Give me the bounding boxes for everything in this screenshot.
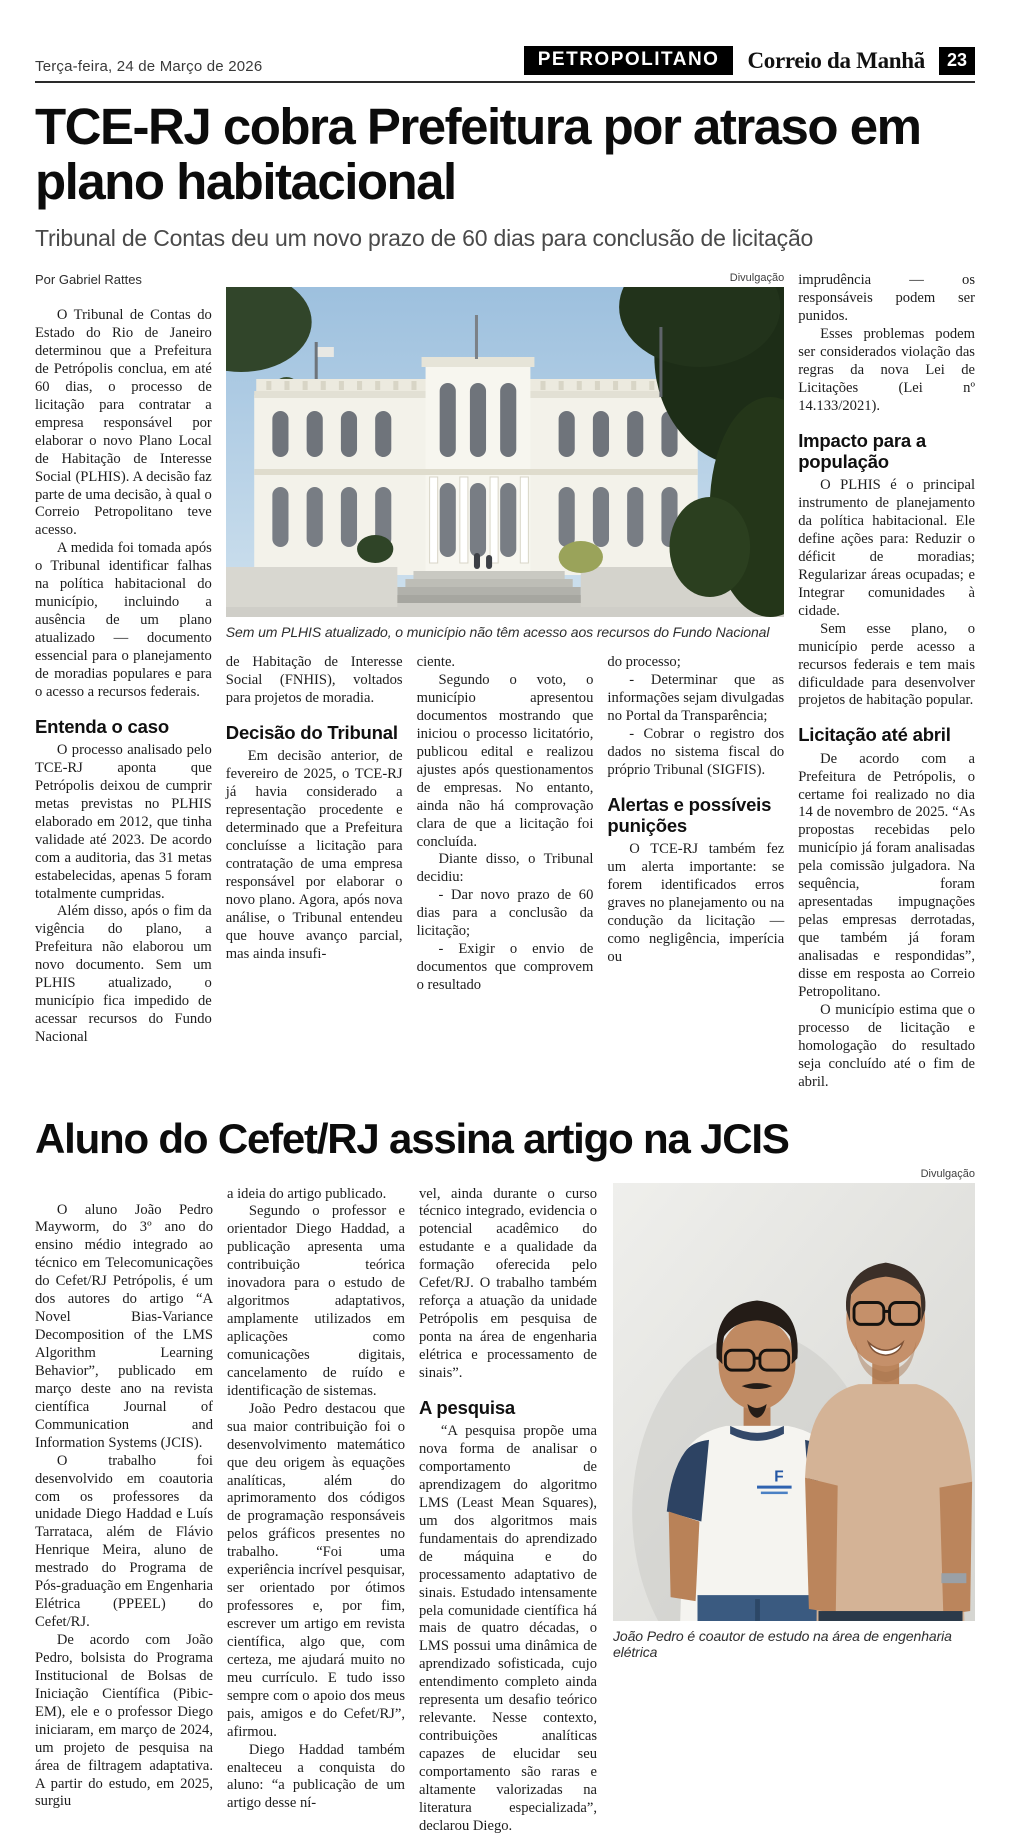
subsection-heading: A pesquisa <box>419 1396 516 1418</box>
paragraph: De acordo com João Pedro, bolsista do Programa Institucional de Bolsas de Iniciação Científica (Pibic-EM), ele e o professor Diego iniciaram, em março de 2024, um projeto de pesquisa na área de filtragem adaptativa. A partir do estudo, em 2025, surgiu <box>35 1632 213 1810</box>
edition-date: Terça-feira, 24 de Março de 2026 <box>35 58 263 75</box>
paragraph: Além disso, após o fim da vigência do plano, a Prefeitura não elaborou um novo documento. Sem um PLHIS atualizado, o município fica impedido de acessar recursos do Fundo Nacional <box>35 903 212 1046</box>
paragraph: - Exigir o envio de documentos que comprovem o resultado <box>416 941 594 994</box>
subsection-heading: Decisão do Tribunal <box>225 721 398 743</box>
paragraph: - Cobrar o registro dos dados no sistema fiscal do próprio Tribunal (SIGFIS). <box>607 725 785 778</box>
paragraph: O trabalho foi desenvolvido em coautoria com os professores da unidade Diego Haddad e Luís Tarrataca, além de Flávio Henrique Meira, aluno de mestrado do Programa de Pós-graduação em Engenharia Elétrica (PPEEL) do Cefet/RJ. <box>35 1452 213 1631</box>
paragraph: do processo; <box>607 654 681 671</box>
article-tce-rj <box>35 99 975 1091</box>
article1-column-5 <box>798 272 975 1091</box>
article1-byline: Por Gabriel Rattes <box>35 272 142 288</box>
newspaper-masthead: Correio da Manhã <box>747 47 925 73</box>
paragraph: Em decisão anterior, de fevereiro de 2025, o TCE-RJ já havia considerado a representação procedente e determinado que a Prefeitura concluísse a licitação para contratação de uma empresa responsável por elaborar o novo plano. Agora, após nova análise, o Tribunal entendeu que houve avanço parcial, mas ainda insufi- <box>225 748 403 962</box>
paragraph: O PLHIS é o principal instrumento de planejamento da política habitacional. Ele define ações para: Reduzir o déficit de moradias; Regularizar áreas ocupadas; e Integrar comunidades à cidade. <box>798 477 975 619</box>
paragraph: Segundo o professor e orientador Diego Haddad, a publicação apresenta uma contribuição teórica inovadora para o estudo de algoritmos adaptativos, amplamente utilizados em aplicações como comunicações digitais, cancelamento de ruído e identificação de sistemas. <box>227 1203 405 1399</box>
svg-text:F: F <box>774 1467 784 1486</box>
page-number: 23 <box>939 47 975 75</box>
article2-photo-credit: Divulgação <box>920 1167 975 1180</box>
paragraph: vel, ainda durante o curso técnico integrado, evidencia o potencial acadêmico do estudante e a qualidade da formação oferecida pelo Cefet/RJ. O trabalho também reforça a atuação da unidade Petrópolis em pesquisa de ponta na área de engenharia elétrica e processamento de sinais”. <box>419 1185 597 1381</box>
page-header <box>35 0 975 75</box>
article2-photo-block <box>611 1168 975 1836</box>
paragraph: ciente. <box>416 654 456 671</box>
article2-column-3 <box>419 1168 597 1836</box>
students-photo-illustration <box>613 1183 975 1621</box>
article1-photo-caption: Sem um PLHIS atualizado, o município não têm acesso aos recursos do Fundo Nacional <box>225 624 770 641</box>
paragraph: Diante disso, o Tribunal decidiu: <box>416 851 594 886</box>
article2-headline: Aluno do Cefet/RJ assina artigo na JCIS <box>35 1115 789 1163</box>
paragraph: O aluno João Pedro Mayworm, do 3º ano do ensino médio integrado ao técnico em Telecomunicações do Cefet/RJ Petrópolis, é um dos autores do artigo “A Novel Bias-Variance Decomposition of the LMS Algorithm Learning Behavior”, publicado em março deste ano na revista científica Journal of Communication and Information Systems (JCIS). <box>35 1201 213 1451</box>
paragraph: O Tribunal de Contas do Estado do Rio de Janeiro determinou que a Prefeitura de Petrópolis conclua, em até 60 dias, o processo de licitação para contratar a empresa responsável por elaborar o novo Plano Local de Habitação de Interesse Social (PLHIS). A decisão faz parte de uma decisão, à qual o Correio Petropolitano teve acesso. <box>35 307 212 539</box>
paragraph: Segundo o voto, o município apresentou documentos mostrando que iniciou o processo licitatório, publicou edital e realizou ajustes após questionamentos de empresas. No entanto, ainda não há comprovação clara de que a licitação foi concluída. <box>416 672 594 850</box>
paragraph: “A pesquisa propõe uma nova forma de analisar o comportamento de aprendizagem do algoritmo LMS (Least Mean Squares), um dos algoritmos mais fundamentais do aprendizado de máquina e do processamento adaptativo de sinais. Estudado intensamente pela comunidade científica há mais de quatro décadas, o LMS possui uma dinâmica de aprendizado sofisticada, cujo entendimento completo ainda representa um desafio teórico relevante. Nesse contexto, contribuições analíticas capazes de elucidar seu comportamento são raras e altamente valorizadas na literatura especializada”, declarou Diego. <box>419 1423 597 1834</box>
paragraph: Diego Haddad também enalteceu a conquista do aluno: “a publicação de um artigo desse ní- <box>227 1741 405 1812</box>
subsection-heading: Impacto para a população <box>798 429 926 472</box>
article1-column-2 <box>226 654 403 995</box>
paragraph: imprudência — os responsáveis podem ser punidos. <box>798 272 975 325</box>
article1-photo-and-columns <box>226 272 784 1091</box>
paragraph: Esses problemas podem ser considerados violação das regras da nova Lei de Licitações (Lei nº 14.133/2021). <box>798 325 975 414</box>
article1-column-1 <box>35 272 212 1091</box>
paragraph: a ideia do artigo publicado. <box>227 1185 387 1202</box>
subsection-heading: Licitação até abril <box>798 724 951 746</box>
header-rule <box>35 81 975 83</box>
article1-subheadline: Tribunal de Contas deu um novo prazo de 60 dias para conclusão de licitação <box>35 225 814 252</box>
paragraph: - Dar novo prazo de 60 dias para a conclusão da licitação; <box>416 887 594 940</box>
paragraph: Sem esse plano, o município perde acesso a recursos federais e tem mais dificuldade para desenvolver projetos de habitação popular. <box>798 620 975 709</box>
article1-column-4 <box>607 654 784 995</box>
article1-photo-credit: Divulgação <box>729 272 785 285</box>
article1-column-3 <box>417 654 594 995</box>
paragraph: O município estima que o processo de licitação e homologação do resultado seja concluído até o fim de abril. <box>798 1001 975 1090</box>
paragraph: O TCE-RJ também fez um alerta importante: se forem identificados erros graves no planejamento ou na condução da licitação — como negligência, imperícia ou <box>607 841 785 965</box>
article2-column-1 <box>35 1168 213 1836</box>
paragraph: De acordo com a Prefeitura de Petrópolis, o certame foi realizado no dia 14 de novembro de 2025. “As propostas recebidas pelo município já foram analisadas pela comissão julgadora. Na sequência, foram apresentadas impugnações pelas empresas derrotadas, que também já foram analisadas e respondidas”, disse em resposta ao Correio Petropolitano. <box>798 750 975 1000</box>
paragraph: João Pedro destacou que sua maior contribuição foi o desenvolvimento matemático que deu origem às equações analíticas, além do aprimoramento dos códigos de programação responsáveis pelos gráficos presentes no trabalho. “Foi uma experiência incrível pesquisar, ser orientado por ótimos professores e, por fim, escrever um artigo em revista científica, algo que, com certeza, me ajudará muito no meu currículo. E tudo isso sempre com o apoio dos meus pais, amigos e do Cefet/RJ”, afirmou. <box>227 1400 405 1740</box>
article1-headline: TCE-RJ cobra Prefeitura por atraso em plano habitacional <box>35 98 921 211</box>
palace-photo-illustration <box>226 287 784 617</box>
subsection-heading: Entenda o caso <box>35 715 169 737</box>
paragraph: - Determinar que as informações sejam divulgadas no Portal da Transparência; <box>607 672 785 724</box>
section-name: PETROPOLITANO <box>524 46 734 75</box>
subsection-heading: Alertas e possíveis punições <box>607 793 772 836</box>
article2-photo-caption: João Pedro é coautor de estudo na área de engenharia elétrica <box>613 1627 952 1660</box>
article-cefet <box>35 1117 975 1835</box>
paragraph: A medida foi tomada após o Tribunal identificar falhas na política habitacional do município, incluindo a ausência de um plano atualizado — documento essencial para o planejamento de moradias populares e para o acesso a recursos federais. <box>35 540 212 700</box>
article2-column-2 <box>227 1168 405 1836</box>
paragraph: O processo analisado pelo TCE-RJ aponta que Petrópolis deixou de cumprir metas previstas no PLHIS elaborado em 2012, que tinha validade até 2023. De acordo com a auditoria, das 31 metas estabelecidas, apenas 5 foram totalmente cumpridas. <box>35 742 212 902</box>
paragraph: de Habitação de Interesse Social (FNHIS), voltados para projetos de moradia. <box>225 654 403 707</box>
